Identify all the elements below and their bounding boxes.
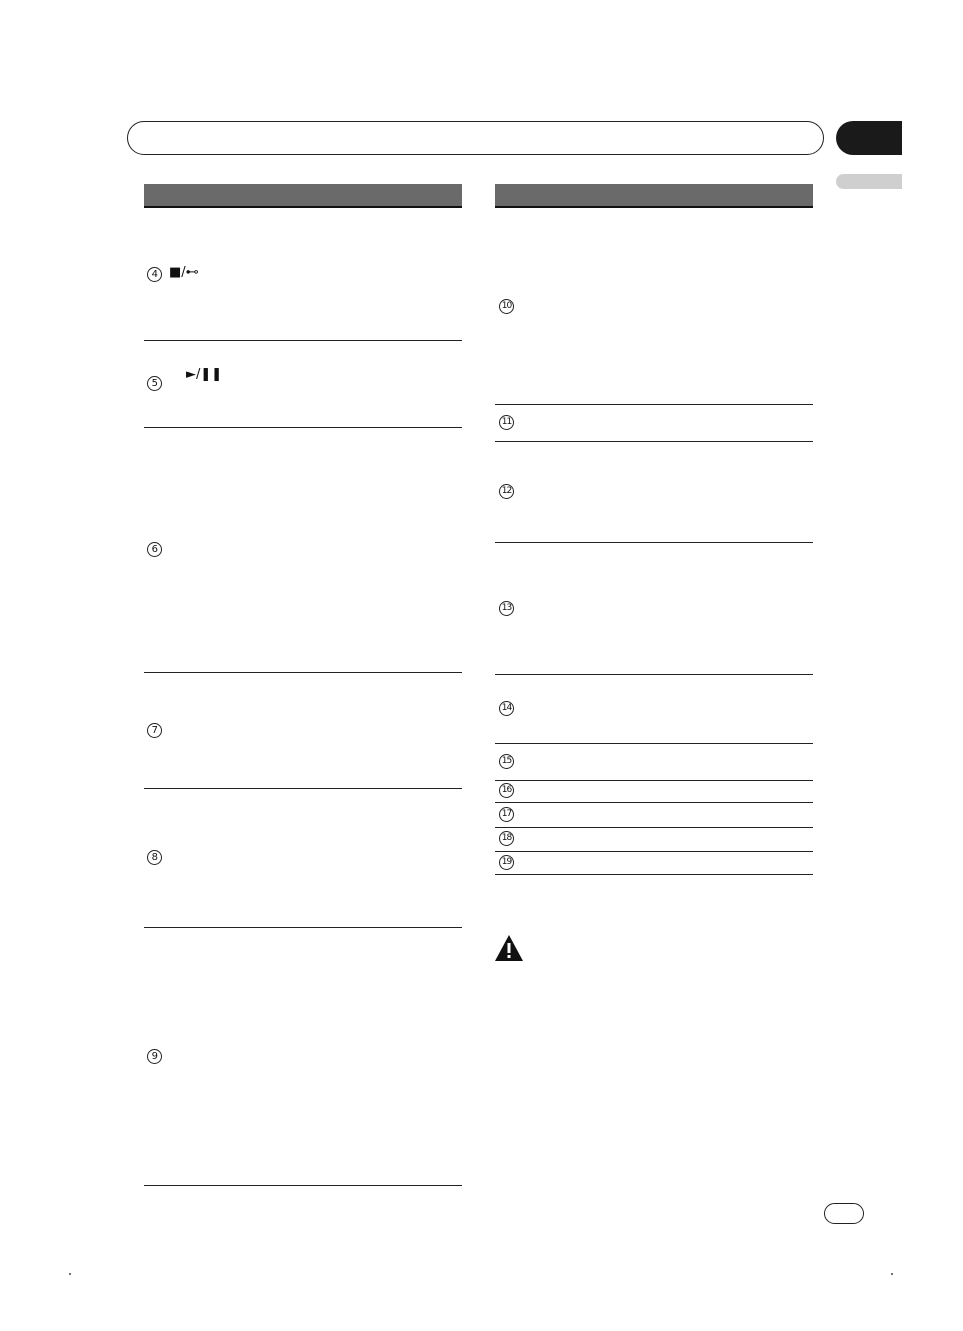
item-marker-6: 6 bbox=[147, 542, 162, 557]
row-divider bbox=[495, 780, 813, 781]
warning-triangle-icon bbox=[494, 934, 524, 962]
item-marker-18: 18 bbox=[499, 831, 514, 846]
item-marker-11: 11 bbox=[499, 415, 514, 430]
print-mark bbox=[891, 1273, 893, 1275]
item-marker-9: 9 bbox=[147, 1049, 162, 1064]
play-pause-button-label: ►/❚❚ bbox=[186, 367, 223, 382]
item-marker-10: 10 bbox=[499, 299, 514, 314]
stop-eject-button-label: ■/⊷ bbox=[169, 265, 199, 280]
row-divider bbox=[144, 927, 462, 928]
row-divider bbox=[495, 874, 813, 875]
item-marker-15: 15 bbox=[499, 754, 514, 769]
item-marker-17: 17 bbox=[499, 807, 514, 822]
row-divider bbox=[495, 404, 813, 405]
item-marker-12: 12 bbox=[499, 484, 514, 499]
row-divider bbox=[495, 851, 813, 852]
row-divider bbox=[495, 827, 813, 828]
print-mark bbox=[69, 1273, 71, 1275]
right-column-header bbox=[495, 184, 813, 208]
row-divider bbox=[144, 1185, 462, 1186]
left-column-header bbox=[144, 184, 462, 208]
row-divider bbox=[495, 441, 813, 442]
row-divider bbox=[144, 427, 462, 428]
row-divider bbox=[495, 743, 813, 744]
language-tab bbox=[836, 174, 902, 189]
item-marker-4: 4 bbox=[147, 267, 162, 282]
item-marker-14: 14 bbox=[499, 701, 514, 716]
item-marker-16: 16 bbox=[499, 783, 514, 798]
row-divider bbox=[495, 802, 813, 803]
item-marker-8: 8 bbox=[147, 850, 162, 865]
row-divider bbox=[144, 672, 462, 673]
row-divider bbox=[495, 674, 813, 675]
item-marker-13: 13 bbox=[499, 601, 514, 616]
item-marker-19: 19 bbox=[499, 855, 514, 870]
row-divider bbox=[495, 542, 813, 543]
page-number-badge bbox=[824, 1203, 864, 1224]
row-divider bbox=[144, 340, 462, 341]
row-divider bbox=[144, 788, 462, 789]
chapter-title-bar bbox=[127, 121, 824, 155]
chapter-number-tab bbox=[836, 121, 902, 155]
item-marker-5: 5 bbox=[147, 376, 162, 391]
item-marker-7: 7 bbox=[147, 723, 162, 738]
